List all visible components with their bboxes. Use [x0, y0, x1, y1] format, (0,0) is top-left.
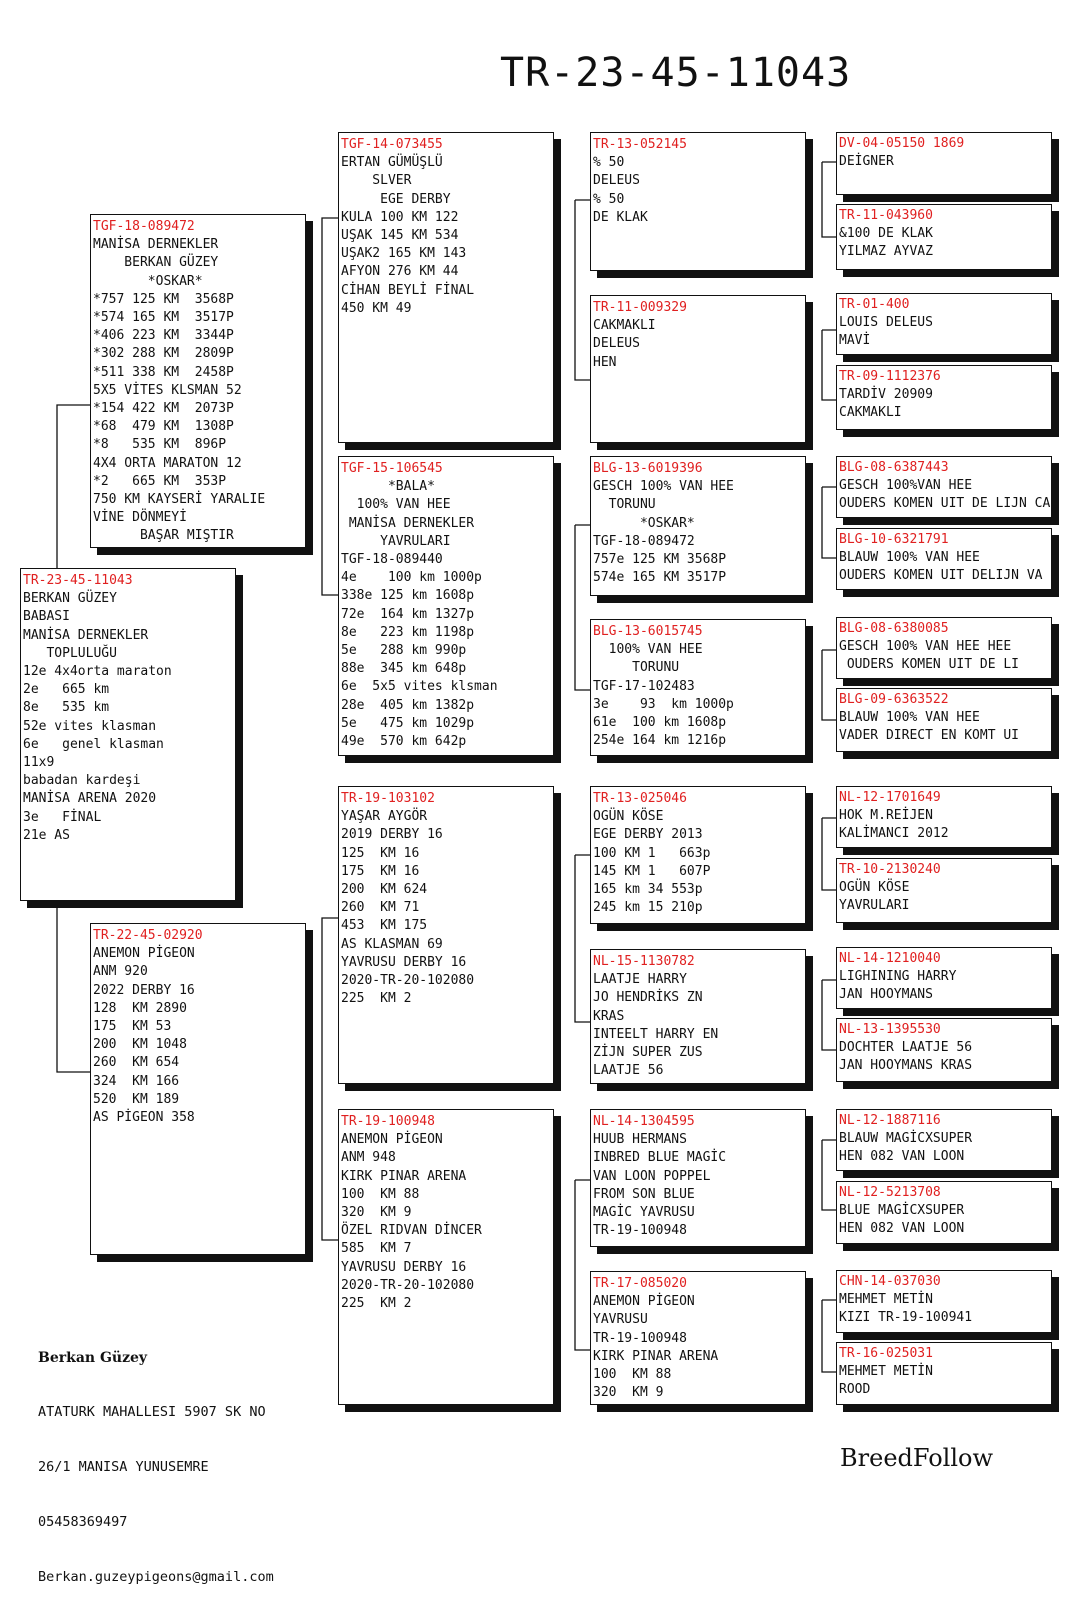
bird-info-line: *154 422 KM 2073P: [93, 401, 234, 417]
bird-info-line: ZİJN SUPER ZUS: [593, 1045, 703, 1061]
bird-info-line: EGE DERBY 2013: [593, 827, 703, 843]
bird-sire-sire-sire: [590, 132, 806, 271]
bird-info-line: JO HENDRİKS ZN: [593, 990, 703, 1006]
bird-g5-16: [836, 1342, 1052, 1405]
bird-info-line: 260 KM 71: [341, 900, 420, 916]
bird-info-line: 4e 100 km 1000p: [341, 570, 482, 586]
bird-info-line: KIZI TR-19-100941: [839, 1310, 973, 1325]
bird-info-line: CAKMAKLI: [593, 318, 656, 334]
ring-number: TR-09-1112376: [839, 369, 941, 384]
ring-number: TR-19-103102: [341, 791, 435, 806]
bird-info-line: 574e 165 KM 3517P: [593, 570, 727, 586]
bird-info-line: MEHMET METİN: [839, 1292, 933, 1307]
bird-info-line: 61e 100 km 1608p: [593, 715, 727, 731]
owner-email: Berkan.guzeypigeons@gmail.com: [38, 1569, 274, 1586]
bird-info-line: OGÜN KÖSE: [593, 809, 664, 825]
ring-number: BLG-08-6380085: [839, 621, 949, 636]
bird-info-line: GESCH 100% VAN HEE: [593, 479, 734, 495]
bird-info-line: LAATJE 56: [593, 1063, 664, 1079]
bird-info-line: OUDERS KOMEN UIT DE LI: [839, 657, 1020, 672]
ring-number: NL-12-1887116: [839, 1113, 941, 1128]
bird-info-line: YAVRUSU DERBY 16: [341, 1259, 467, 1275]
bird-info-line: % 50: [593, 155, 625, 171]
ring-number: TR-22-45-02920: [93, 928, 203, 943]
bird-info-line: 6e genel klasman: [23, 736, 164, 752]
bird-info-line: TGF-18-089472: [593, 533, 695, 549]
owner-city-line: 26/1 MANISA YUNUSEMRE: [38, 1459, 209, 1476]
bird-info-line: 72e 164 km 1327p: [341, 606, 475, 622]
ring-number: BLG-08-6387443: [839, 460, 949, 475]
bird-info-line: DEİGNER: [839, 154, 894, 169]
bird-info-line: ÖZEL RIDVAN DİNCER: [341, 1223, 482, 1239]
bird-subject: [20, 568, 236, 901]
bird-info-line: 100 KM 88: [593, 1367, 672, 1383]
bird-info-line: YAŞAR AYGÖR: [341, 809, 428, 825]
ring-number: DV-04-05150 1869: [839, 136, 965, 151]
bird-info-line: 225 KM 2: [341, 991, 412, 1007]
bird-info-line: UŞAK2 165 KM 143: [341, 246, 467, 262]
owner-name: Berkan Güzey: [38, 1349, 148, 1366]
bird-info-line: BLAUW MAGİCXSUPER: [839, 1131, 973, 1146]
ring-number: BLG-13-6019396: [593, 461, 703, 476]
bird-info-line: TGF-17-102483: [593, 678, 695, 694]
bird-g5-13: [836, 1109, 1052, 1171]
bird-info-line: YAVRUSU DERBY 16: [341, 954, 467, 970]
bird-info-line: 165 km 34 553p: [593, 882, 703, 898]
bird-info-line: 2020-TR-20-102080: [341, 973, 475, 989]
bird-sire-dam-dam: [590, 619, 806, 756]
bird-info-line: HEN: [593, 354, 617, 370]
bird-info-line: 453 KM 175: [341, 918, 428, 934]
bird-info-line: TR-19-100948: [593, 1223, 687, 1239]
bird-info-line: ANM 920: [93, 964, 148, 980]
ring-number: TR-13-052145: [593, 137, 687, 152]
bird-info-line: 450 KM 49: [341, 300, 412, 316]
bird-info-line: 2020-TR-20-102080: [341, 1277, 475, 1293]
bird-info-line: ERTAN GÜMÜŞLÜ: [341, 155, 443, 171]
bird-info-line: KIRK PINAR ARENA: [593, 1348, 719, 1364]
bird-info-line: LIGHINING HARRY: [839, 969, 957, 984]
bird-info-line: SLVER: [341, 173, 412, 189]
bird-info-line: 254e 164 km 1216p: [593, 733, 727, 749]
bird-info-line: 3e FİNAL: [23, 809, 102, 825]
bird-info-line: MAVİ: [839, 333, 871, 348]
bird-info-line: 11x9: [23, 755, 55, 771]
bird-dam: [90, 923, 306, 1255]
ring-number: TR-01-400: [839, 297, 910, 312]
ring-number: NL-12-5213708: [839, 1185, 941, 1200]
bird-info-line: HEN 082 VAN LOON: [839, 1149, 965, 1164]
ring-number: CHN-14-037030: [839, 1274, 941, 1289]
bird-info-line: 585 KM 7: [341, 1241, 412, 1257]
bird-g5-15: [836, 1270, 1052, 1333]
bird-info-line: KALİMANCI 2012: [839, 826, 949, 841]
bird-info-line: GESCH 100%VAN HEE: [839, 478, 973, 493]
bird-info-line: 100 KM 1 663p: [593, 845, 711, 861]
ring-number: NL-12-1701649: [839, 790, 941, 805]
bird-info-line: FROM SON BLUE: [593, 1186, 695, 1202]
bird-info-line: 750 KM KAYSERİ YARALIE: [93, 492, 266, 508]
bird-info-line: 5e 475 km 1029p: [341, 715, 475, 731]
bird-g5-1: [836, 132, 1052, 195]
ring-number: TGF-18-089472: [93, 219, 195, 234]
bird-g5-10: [836, 858, 1052, 923]
bird-info-line: AS PİGEON 358: [93, 1110, 195, 1126]
bird-sire-sire: [338, 132, 554, 443]
bird-dam-dam-dam: [590, 1271, 806, 1405]
bird-sire: [90, 214, 306, 548]
bird-info-line: *574 165 KM 3517P: [93, 310, 234, 326]
owner-contact: [38, 1312, 274, 1605]
bird-info-line: 200 KM 1048: [93, 1037, 187, 1053]
bird-info-line: ROOD: [839, 1382, 871, 1397]
bird-info-line: 757e 125 KM 3568P: [593, 552, 727, 568]
bird-dam-dam-sire: [590, 1109, 806, 1247]
bird-info-line: MANİSA DERNEKLER: [341, 515, 475, 531]
bird-info-line: 2e 665 km: [23, 682, 110, 698]
ring-number: TGF-15-106545: [341, 461, 443, 476]
owner-phone: 05458369497: [38, 1514, 128, 1531]
bird-info-line: 12e 4x4orta maraton: [23, 664, 172, 680]
bird-info-line: HOK M.REİJEN: [839, 808, 933, 823]
bird-info-line: BLUE MAGİCXSUPER: [839, 1203, 965, 1218]
bird-info-line: 320 KM 9: [593, 1385, 664, 1401]
bird-info-line: CAKMAKLI: [839, 405, 902, 420]
ring-number: NL-14-1210040: [839, 951, 941, 966]
bird-info-line: babadan kardeşi: [23, 773, 141, 789]
ring-number: TGF-14-073455: [341, 137, 443, 152]
bird-info-line: BABASI: [23, 609, 70, 625]
bird-info-line: 100 KM 88: [341, 1186, 420, 1202]
bird-info-line: KIRK PINAR ARENA: [341, 1168, 467, 1184]
bird-info-line: JAN HOOYMANS KRAS: [839, 1058, 973, 1073]
bird-info-line: 520 KM 189: [93, 1091, 180, 1107]
bird-info-line: ANEMON PİGEON: [593, 1294, 695, 1310]
bird-info-line: DELEUS: [593, 173, 640, 189]
bird-dam-sire: [338, 786, 554, 1084]
bird-info-line: TR-19-100948: [593, 1330, 687, 1346]
bird-info-line: *2 665 KM 353P: [93, 473, 227, 489]
bird-info-line: TORUNU: [593, 660, 680, 676]
bird-info-line: YAVRULARI: [839, 898, 910, 913]
bird-info-line: TGF-18-089440: [341, 552, 443, 568]
bird-sire-sire-dam: [590, 295, 806, 443]
bird-info-line: 21e AS: [23, 827, 70, 843]
bird-g5-11: [836, 947, 1052, 1009]
bird-info-line: 2022 DERBY 16: [93, 982, 195, 998]
bird-info-line: AFYON 276 KM 44: [341, 264, 459, 280]
bird-dam-dam: [338, 1109, 554, 1405]
bird-info-line: UŞAK 145 KM 534: [341, 228, 459, 244]
bird-g5-9: [836, 786, 1052, 848]
bird-info-line: 49e 570 km 642p: [341, 734, 467, 750]
bird-info-line: MANİSA DERNEKLER: [23, 627, 149, 643]
bird-info-line: *511 338 KM 2458P: [93, 364, 234, 380]
bird-info-line: *BALA*: [341, 479, 435, 495]
bird-g5-12: [836, 1018, 1052, 1082]
bird-g5-4: [836, 365, 1052, 430]
bird-info-line: 175 KM 16: [341, 863, 420, 879]
bird-info-line: INBRED BLUE MAGİC: [593, 1150, 727, 1166]
bird-info-line: 245 km 15 210p: [593, 900, 703, 916]
bird-info-line: AS KLASMAN 69: [341, 936, 443, 952]
ring-number: NL-14-1304595: [593, 1114, 695, 1129]
ring-number: TR-11-043960: [839, 208, 933, 223]
bird-info-line: 324 KM 166: [93, 1073, 180, 1089]
bird-info-line: 28e 405 km 1382p: [341, 697, 475, 713]
bird-info-line: &100 DE KLAK: [839, 226, 933, 241]
bird-info-line: INTEELT HARRY EN: [593, 1026, 719, 1042]
bird-info-line: LOUIS DELEUS: [839, 315, 933, 330]
bird-dam-sire-sire: [590, 786, 806, 924]
bird-info-line: 175 KM 53: [93, 1019, 172, 1035]
bird-info-line: VAN LOON POPPEL: [593, 1168, 711, 1184]
bird-info-line: CİHAN BEYLİ FİNAL: [341, 282, 475, 298]
bird-info-line: 125 KM 16: [341, 845, 420, 861]
bird-info-line: TORUNU: [593, 497, 656, 513]
bird-sire-dam: [338, 456, 554, 756]
bird-info-line: VİNE DÖNMEYİ: [93, 510, 187, 526]
pedigree-title: TR-23-45-11043: [500, 50, 852, 96]
ring-number: TR-17-085020: [593, 1276, 687, 1291]
bird-info-line: 225 KM 2: [341, 1296, 412, 1312]
bird-info-line: VADER DIRECT EN KOMT UI: [839, 728, 1020, 743]
bird-g5-8: [836, 688, 1052, 752]
bird-info-line: EGE DERBY: [341, 191, 451, 207]
bird-g5-5: [836, 456, 1052, 518]
bird-info-line: YAVRUSU: [593, 1312, 648, 1328]
ring-number: TR-16-025031: [839, 1346, 933, 1361]
ring-number: TR-11-009329: [593, 300, 687, 315]
bird-info-line: *8 535 KM 896P: [93, 437, 227, 453]
bird-dam-sire-dam: [590, 949, 806, 1084]
bird-info-line: HUUB HERMANS: [593, 1132, 687, 1148]
bird-g5-6: [836, 528, 1052, 590]
bird-info-line: TOPLULUĞU: [23, 645, 117, 661]
ring-number: TR-13-025046: [593, 791, 687, 806]
bird-info-line: MAGİC YAVRUSU: [593, 1205, 695, 1221]
bird-g5-3: [836, 293, 1052, 355]
bird-info-line: GESCH 100% VAN HEE HEE: [839, 639, 1012, 654]
ring-number: BLG-13-6015745: [593, 624, 703, 639]
bird-info-line: *68 479 KM 1308P: [93, 419, 234, 435]
bird-info-line: 3e 93 km 1000p: [593, 696, 734, 712]
owner-address-line: ATATURK MAHALLESI 5907 SK NO: [38, 1404, 266, 1421]
bird-info-line: ANEMON PİGEON: [341, 1132, 443, 1148]
ring-number: BLG-10-6321791: [839, 532, 949, 547]
ring-number: TR-23-45-11043: [23, 573, 133, 588]
bird-info-line: 88e 345 km 648p: [341, 661, 467, 677]
bird-g5-7: [836, 617, 1052, 679]
bird-info-line: OUDERS KOMEN UIT DE LIJN CA: [839, 496, 1051, 511]
bird-info-line: YAVRULARI: [341, 533, 451, 549]
bird-info-line: 5e 288 km 990p: [341, 643, 467, 659]
bird-info-line: OUDERS KOMEN UIT DELIJN VA: [839, 568, 1043, 583]
bird-info-line: MANİSA DERNEKLER: [93, 237, 219, 253]
bird-info-line: 260 KM 654: [93, 1055, 180, 1071]
bird-info-line: KULA 100 KM 122: [341, 209, 459, 225]
bird-info-line: MEHMET METİN: [839, 1364, 933, 1379]
bird-info-line: DELEUS: [593, 336, 640, 352]
bird-info-line: YILMAZ AYVAZ: [839, 244, 933, 259]
bird-info-line: BLAUW 100% VAN HEE: [839, 550, 980, 565]
ring-number: TR-19-100948: [341, 1114, 435, 1129]
bird-info-line: 8e 535 km: [23, 700, 110, 716]
ring-number: BLG-09-6363522: [839, 692, 949, 707]
bird-info-line: 8e 223 km 1198p: [341, 624, 475, 640]
ring-number: TR-10-2130240: [839, 862, 941, 877]
bird-info-line: BLAUW 100% VAN HEE: [839, 710, 980, 725]
bird-info-line: 2019 DERBY 16: [341, 827, 443, 843]
bird-info-line: ANM 948: [341, 1150, 396, 1166]
bird-info-line: *OSKAR*: [93, 273, 203, 289]
bird-info-line: 200 KM 624: [341, 882, 428, 898]
bird-info-line: 4X4 ORTA MARATON 12: [93, 455, 242, 471]
bird-info-line: BERKAN GÜZEY: [93, 255, 219, 271]
bird-info-line: 100% VAN HEE: [593, 642, 703, 658]
bird-info-line: 5X5 VİTES KLSMAN 52: [93, 382, 242, 398]
bird-info-line: MANİSA ARENA 2020: [23, 791, 157, 807]
ring-number: NL-13-1395530: [839, 1022, 941, 1037]
bird-info-line: LAATJE HARRY: [593, 972, 687, 988]
bird-info-line: 6e 5x5 vites klsman: [341, 679, 498, 695]
bird-info-line: OGÜN KÖSE: [839, 880, 910, 895]
bird-info-line: KRAS: [593, 1008, 625, 1024]
bird-info-line: 320 KM 9: [341, 1205, 412, 1221]
bird-g5-14: [836, 1181, 1052, 1244]
bird-info-line: DOCHTER LAATJE 56: [839, 1040, 973, 1055]
ring-number: NL-15-1130782: [593, 954, 695, 969]
bird-info-line: 52e vites klasman: [23, 718, 157, 734]
bird-info-line: *302 288 KM 2809P: [93, 346, 234, 362]
bird-info-line: % 50: [593, 191, 625, 207]
bird-info-line: BAŞAR MIŞTIR: [93, 528, 234, 544]
bird-g5-2: [836, 204, 1052, 270]
brand-logo-text: BreedFollow: [840, 1444, 994, 1472]
bird-info-line: HEN 082 VAN LOON: [839, 1221, 965, 1236]
bird-info-line: 128 KM 2890: [93, 1000, 187, 1016]
bird-sire-dam-sire: [590, 456, 806, 596]
bird-info-line: 338e 125 km 1608p: [341, 588, 475, 604]
bird-info-line: 145 KM 1 607P: [593, 863, 711, 879]
bird-info-line: BERKAN GÜZEY: [23, 591, 117, 607]
bird-info-line: *406 223 KM 3344P: [93, 328, 234, 344]
bird-info-line: TARDİV 20909: [839, 387, 933, 402]
bird-info-line: DE KLAK: [593, 209, 648, 225]
bird-info-line: *757 125 KM 3568P: [93, 291, 234, 307]
bird-info-line: *OSKAR*: [593, 515, 695, 531]
bird-info-line: JAN HOOYMANS: [839, 987, 933, 1002]
bird-info-line: 100% VAN HEE: [341, 497, 451, 513]
bird-info-line: ANEMON PİGEON: [93, 946, 195, 962]
